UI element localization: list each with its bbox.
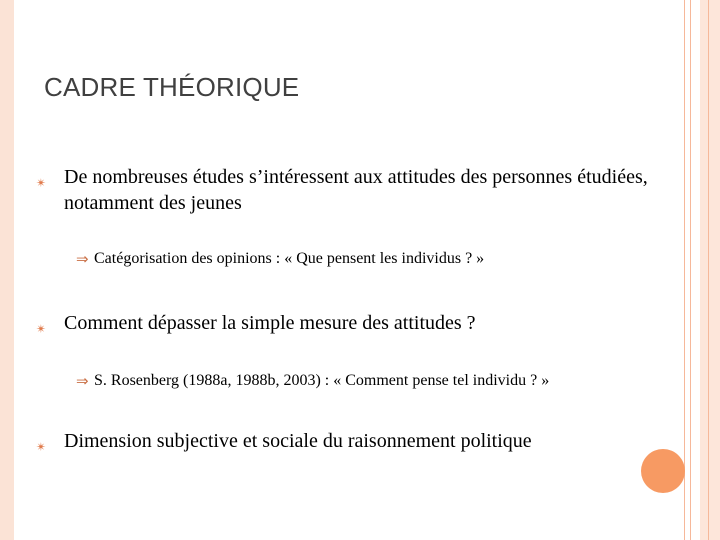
star-bullet-icon: ✴ xyxy=(36,322,47,336)
star-bullet-icon: ✴ xyxy=(36,440,47,454)
right-frame-line-inner xyxy=(690,0,691,540)
sub-bullet-item xyxy=(76,248,666,270)
arrow-right-icon: ⇒ xyxy=(76,250,89,268)
bullet-text: De nombreuses études s’intéressent aux attitudes des personnes étudiées, notamment des jeunes xyxy=(64,166,648,214)
bullet-item xyxy=(36,428,666,454)
bullet-item xyxy=(36,310,666,336)
right-frame-line xyxy=(708,0,709,540)
right-frame-band xyxy=(700,0,720,540)
bullet-text: Comment dépasser la simple mesure des attitudes ? xyxy=(64,312,476,334)
bullet-item xyxy=(36,164,666,216)
right-frame-line-outer xyxy=(684,0,685,540)
sub-bullet-text: Catégorisation des opinions : « Que pensent les individus ? » xyxy=(94,250,485,267)
bullet-text: Dimension subjective et sociale du raisonnement politique xyxy=(64,430,532,452)
arrow-right-icon: ⇒ xyxy=(76,372,89,390)
slide-title: CADRE THÉORIQUE xyxy=(44,72,300,102)
sub-bullet-text: S. Rosenberg (1988a, 1988b, 2003) : « Comment pense tel individu ? » xyxy=(94,372,550,389)
sub-bullet-item xyxy=(76,370,686,392)
left-frame-band xyxy=(0,0,14,540)
star-bullet-icon: ✴ xyxy=(36,176,47,190)
decorative-circle xyxy=(641,449,685,493)
